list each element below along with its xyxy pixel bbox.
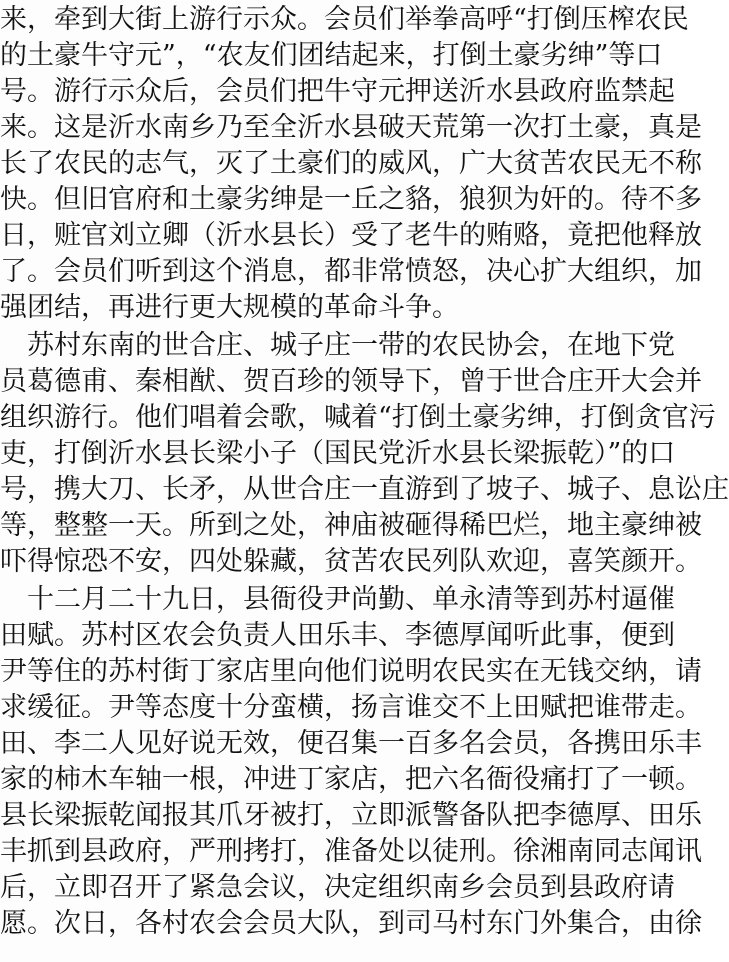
text-line: 员葛德甫、秦相猷、贺百珍的领导下，曾于世合庄开大会并: [0, 366, 702, 397]
text-line: 来，牵到大街上游行示众。会员们举拳高呼“打倒压榨农民: [0, 4, 689, 35]
text-line: 求缓征。尹等态度十分蛮横，扬言谁交不上田赋把谁带走。: [0, 692, 702, 723]
text-line: 愿。次日，各村农会会员大队，到司马村东门外集合，由徐: [0, 908, 702, 939]
text-line: 家的柿木车轴一根，冲进丁家店，把六名衙役痛打了一顿。: [0, 764, 702, 795]
text-line: 快。但旧官府和土豪劣绅是一丘之貉，狼狈为奸的。待不多: [0, 184, 702, 215]
text-line: 苏村东南的世合庄、城子庄一带的农民协会，在地下党: [0, 330, 675, 361]
text-line: 吓得惊恐不安，四处躲藏，贫苦农民列队欢迎，喜笑颜开。: [0, 546, 702, 577]
text-line: 强团结，再进行更大规模的革命斗争。: [0, 292, 459, 323]
text-line: 等，整整一天。所到之处，神庙被砸得稀巴烂，地主豪绅被: [0, 510, 702, 541]
text-line: 田赋。苏村区农会负责人田乐丰、李德厚闻听此事，便到: [0, 620, 675, 651]
text-line: 田、李二人见好说无效，便召集一百多名会员，各携田乐丰: [0, 728, 702, 759]
text-line: 号，携大刀、长矛，从世合庄一直游到了坡子、城子、息讼庄: [0, 474, 729, 505]
text-line: 来。这是沂水南乡乃至全沂水县破天荒第一次打土豪，真是: [0, 112, 702, 143]
text-line: 后，立即召开了紧急会议，决定组织南乡会员到县政府请: [0, 872, 675, 903]
text-line: 日，赃官刘立卿（沂水县长）受了老牛的贿赂，竟把他释放: [0, 220, 702, 251]
text-line: 十二月二十九日，县衙役尹尚勤、单永清等到苏村逼催: [0, 584, 675, 615]
text-line: 号。游行示众后，会员们把牛守元押送沂水县政府监禁起: [0, 76, 675, 107]
text-line: 吏，打倒沂水县长梁小子（国民党沂水县长梁振乾）”的口: [0, 438, 676, 469]
text-line: 了。会员们听到这个消息，都非常愤怒，决心扩大组织，加: [0, 256, 702, 287]
text-line: 组织游行。他们唱着会歌，喊着“打倒土豪劣绅，打倒贪官污: [0, 402, 716, 433]
text-line: 丰抓到县政府，严刑拷打，准备处以徒刑。徐湘南同志闻讯: [0, 836, 702, 867]
text-line: 长了农民的志气，灭了土豪们的威风，广大贫苦农民无不称: [0, 148, 702, 179]
text-line: 尹等住的苏村街丁家店里向他们说明农民实在无钱交纳，请: [0, 656, 702, 687]
text-line: 县长梁振乾闻报其爪牙被打，立即派警备队把李德厚、田乐: [0, 800, 702, 831]
text-line: 的土豪牛守元”，“农友们团结起来，打倒土豪劣绅”等口: [0, 40, 663, 71]
